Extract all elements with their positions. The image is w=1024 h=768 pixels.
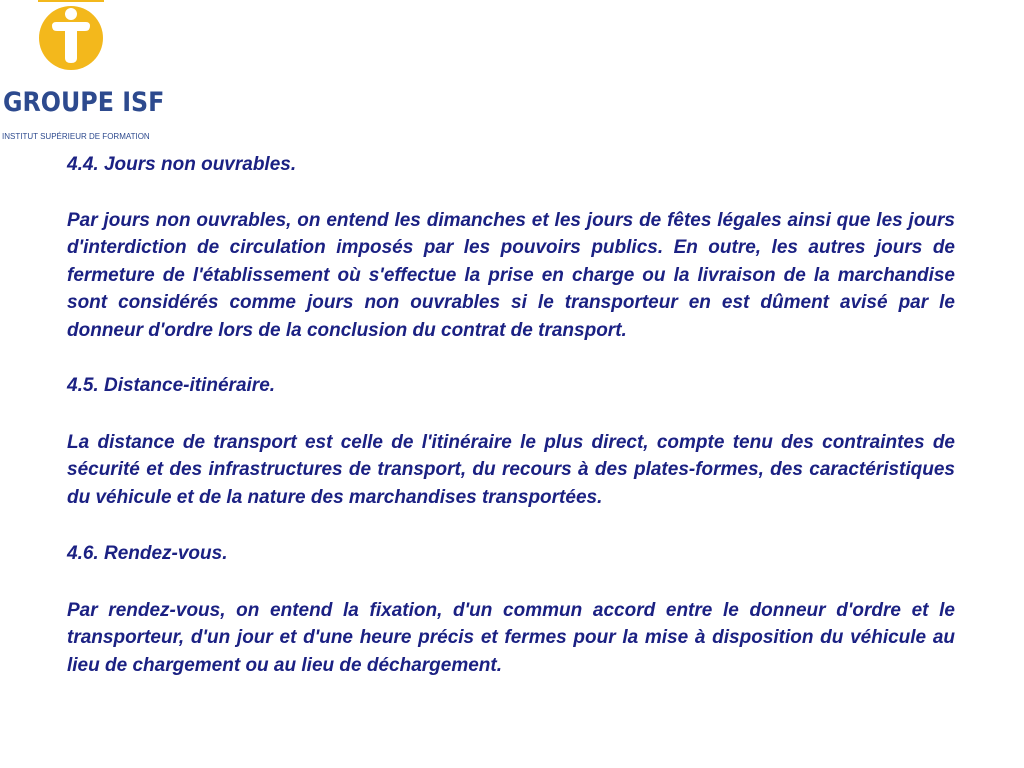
section-paragraph-4-5: La distance de transport est celle de l'itinéraire le plus direct, compte tenu des contraintes de sécurité et des infrastructures de transport, du recours à des plates-formes, des caractéristiques du véhicule et de la nature des marchandises transportées. bbox=[67, 431, 955, 508]
logo-wordmark: GROUPE ISF bbox=[3, 87, 165, 118]
section-heading-4-5: 4.5. Distance-itinéraire. bbox=[67, 375, 276, 396]
logo-subtitle: INSTITUT SUPÉRIEUR DE FORMATION bbox=[2, 132, 150, 141]
document-body bbox=[67, 151, 955, 679]
section-paragraph-4-4: Par jours non ouvrables, on entend les dimanches et les jours de fêtes légales ainsi que les jours d'interdiction de circulation imposés par les pouvoirs publics. En outre, les autres jours de fermeture de l'établissement où s'effectue la prise en charge ou la livraison de la marchandise sont considérés comme jours non ouvrables si le transporteur en est dûment avisé par le donneur d'ordre lors de la conclusion du contrat de transport. bbox=[67, 209, 955, 341]
section-heading-4-6: 4.6. Rendez-vous. bbox=[67, 543, 228, 564]
section-heading-4-4: 4.4. Jours non ouvrables. bbox=[67, 154, 297, 175]
company-logo bbox=[0, 0, 165, 150]
isf-emblem-icon bbox=[38, 0, 104, 80]
section-paragraph-4-6: Par rendez-vous, on entend la fixation, d'un commun accord entre le donneur d'ordre et le transporteur, d'un jour et d'une heure précis et fermes pour la mise à disposition du véhicule au lieu de chargement ou au lieu de déchargement. bbox=[67, 599, 955, 676]
